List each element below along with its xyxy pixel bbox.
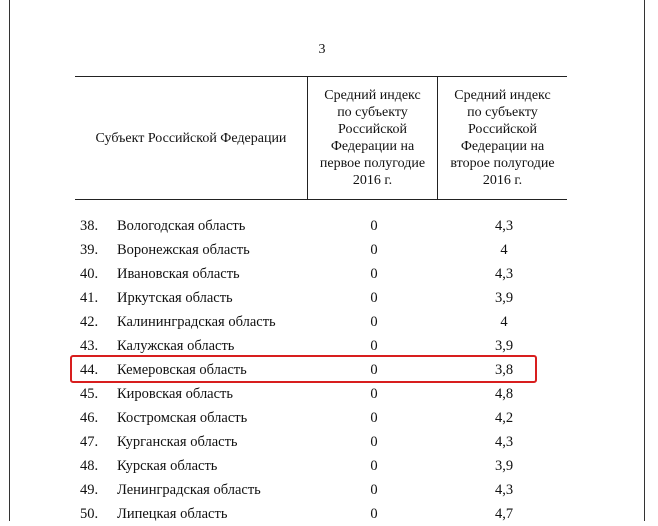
row-first-half-index: 0 xyxy=(370,338,378,354)
table-row xyxy=(75,454,567,478)
header-first-half-line: 2016 г. xyxy=(352,173,393,188)
row-region-name: Вологодская область xyxy=(117,218,246,234)
header-second-half-line: по субъекту xyxy=(467,105,538,120)
row-first-half-index: 0 xyxy=(370,362,378,378)
row-number: 39. xyxy=(80,242,99,258)
header-second-half-line: Федерации на xyxy=(460,139,545,154)
row-second-half-index: 3,8 xyxy=(494,362,514,378)
table-row xyxy=(75,502,567,526)
row-number: 43. xyxy=(80,338,99,354)
row-region-name: Калужская область xyxy=(117,338,235,354)
row-second-half-index: 4,3 xyxy=(494,266,514,282)
row-region-name: Кировская область xyxy=(117,386,234,402)
row-region-name: Воронежская область xyxy=(117,242,250,258)
table-row xyxy=(75,214,567,238)
table-row xyxy=(75,310,567,334)
row-region-name: Ленинградская область xyxy=(117,482,261,498)
row-first-half-index: 0 xyxy=(370,434,378,450)
row-second-half-index: 4,3 xyxy=(494,218,514,234)
row-number: 41. xyxy=(80,290,99,306)
table-row xyxy=(75,382,567,406)
table-body xyxy=(75,214,567,526)
header-second-half-line: Средний индекс xyxy=(454,88,551,103)
row-second-half-index: 3,9 xyxy=(494,290,514,306)
row-first-half-index: 0 xyxy=(370,410,378,426)
row-number: 47. xyxy=(80,434,99,450)
row-number: 38. xyxy=(80,218,99,234)
header-second-half xyxy=(438,77,567,199)
row-region-name: Липецкая область xyxy=(117,506,228,522)
row-second-half-index: 3,9 xyxy=(494,338,514,354)
row-region-name: Курская область xyxy=(117,458,218,474)
row-second-half-index: 3,9 xyxy=(494,458,514,474)
header-first-half-line: первое полугодие xyxy=(319,156,426,171)
row-number: 42. xyxy=(80,314,99,330)
row-region-name: Курганская область xyxy=(117,434,238,450)
header-first-half-line: Средний индекс xyxy=(324,88,421,103)
row-first-half-index: 0 xyxy=(370,290,378,306)
row-second-half-index: 4 xyxy=(500,314,508,330)
row-region-name: Кемеровская область xyxy=(117,362,247,378)
row-first-half-index: 0 xyxy=(370,314,378,330)
page-number: 3 xyxy=(318,42,326,57)
row-first-half-index: 0 xyxy=(370,266,378,282)
table-header xyxy=(75,76,567,200)
header-subject: Субъект Российской Федерации xyxy=(95,130,287,146)
row-region-name: Ивановская область xyxy=(117,266,240,282)
header-first-half xyxy=(307,77,438,199)
row-second-half-index: 4,3 xyxy=(494,434,514,450)
row-number: 49. xyxy=(80,482,99,498)
row-first-half-index: 0 xyxy=(370,482,378,498)
header-first-half-line: Федерации на xyxy=(330,139,415,154)
table-row xyxy=(75,478,567,502)
table-row xyxy=(75,286,567,310)
row-first-half-index: 0 xyxy=(370,506,378,522)
table-row-highlighted xyxy=(75,358,567,382)
table-row xyxy=(75,406,567,430)
header-first-half-line: Российской xyxy=(338,122,407,137)
row-second-half-index: 4,2 xyxy=(494,410,514,426)
row-first-half-index: 0 xyxy=(370,386,378,402)
row-first-half-index: 0 xyxy=(370,242,378,258)
row-second-half-index: 4,3 xyxy=(494,482,514,498)
row-second-half-index: 4 xyxy=(500,242,508,258)
header-first-half-line: по субъекту xyxy=(337,105,408,120)
row-number: 50. xyxy=(80,506,99,522)
row-second-half-index: 4,7 xyxy=(494,506,514,522)
row-number: 45. xyxy=(80,386,99,402)
row-number: 44. xyxy=(80,362,99,378)
row-number: 46. xyxy=(80,410,99,426)
row-first-half-index: 0 xyxy=(370,458,378,474)
header-second-half-line: Российской xyxy=(467,122,537,137)
row-region-name: Костромская область xyxy=(117,410,248,426)
table-row xyxy=(75,430,567,454)
table-row xyxy=(75,262,567,286)
row-second-half-index: 4,8 xyxy=(494,386,514,402)
row-region-name: Калининградская область xyxy=(117,314,276,330)
header-second-half-line: 2016 г. xyxy=(482,173,523,188)
row-region-name: Иркутская область xyxy=(117,290,233,306)
table-row xyxy=(75,334,567,358)
row-number: 48. xyxy=(80,458,99,474)
header-second-half-line: второе полугодие xyxy=(450,156,555,171)
row-first-half-index: 0 xyxy=(370,218,378,234)
row-number: 40. xyxy=(80,266,99,282)
table-row xyxy=(75,238,567,262)
